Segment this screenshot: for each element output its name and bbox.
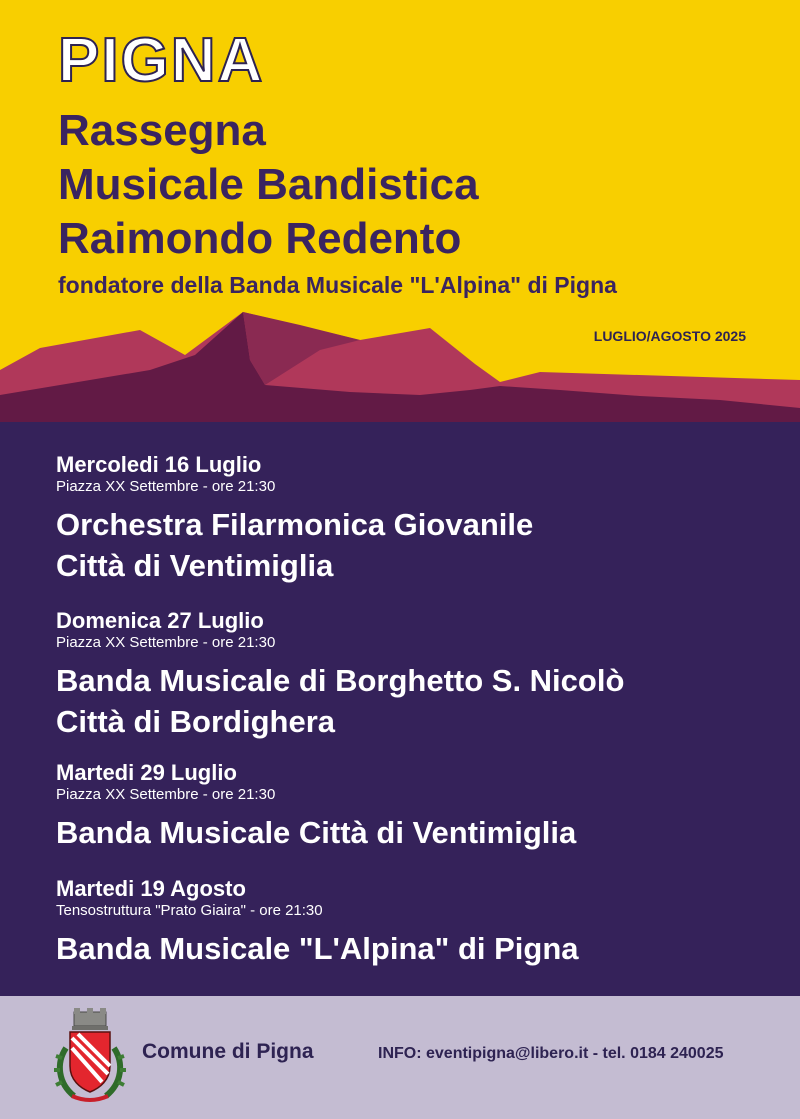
- event-band: [56, 812, 576, 853]
- title-line: Rassegna: [58, 106, 266, 155]
- event-band: [56, 928, 579, 969]
- mountains-illustration: [0, 300, 800, 422]
- band-line: Città di Ventimiglia: [56, 548, 334, 583]
- coat-of-arms-icon: [52, 1008, 128, 1104]
- band-line: Orchestra Filarmonica Giovanile: [56, 507, 534, 542]
- event-band: [56, 660, 624, 742]
- event-place: Piazza XX Settembre - ore 21:30: [56, 786, 276, 803]
- footer-section: [0, 996, 800, 1119]
- band-line: Banda Musicale di Borghetto S. Nicolò: [56, 663, 625, 698]
- event-band: [56, 504, 533, 586]
- events-section: [0, 422, 800, 996]
- event-place: Piazza XX Settembre - ore 21:30: [56, 634, 276, 651]
- band-line: Banda Musicale Città di Ventimiglia: [56, 815, 577, 850]
- event-item: [56, 876, 579, 969]
- event-date: Domenica 27 Luglio: [56, 608, 264, 633]
- band-line: Città di Bordighera: [56, 704, 336, 739]
- contact-info: INFO: eventipigna@libero.it - tel. 0184 240025: [378, 1045, 724, 1062]
- event-item: [56, 760, 576, 853]
- comune-name: Comune di Pigna: [142, 1040, 314, 1063]
- event-place: Piazza XX Settembre - ore 21:30: [56, 478, 276, 495]
- event-date: Mercoledi 16 Luglio: [56, 452, 262, 477]
- title-line: Raimondo Redento: [58, 214, 462, 263]
- header-section: [0, 0, 800, 422]
- event-period: LUGLIO/AGOSTO 2025: [593, 328, 746, 344]
- festival-title: [58, 104, 479, 266]
- title-line: Musicale Bandistica: [58, 160, 479, 209]
- event-date: Martedi 19 Agosto: [56, 876, 246, 901]
- event-date: Martedi 29 Luglio: [56, 760, 237, 785]
- town-name: PIGNA: [58, 26, 265, 95]
- event-item: [56, 452, 533, 586]
- event-place: Tensostruttura "Prato Giaira" - ore 21:30: [56, 902, 323, 919]
- subtitle: fondatore della Banda Musicale "L'Alpina" di Pigna: [58, 272, 617, 298]
- event-item: [56, 608, 624, 742]
- band-line: Banda Musicale "L'Alpina" di Pigna: [56, 931, 579, 966]
